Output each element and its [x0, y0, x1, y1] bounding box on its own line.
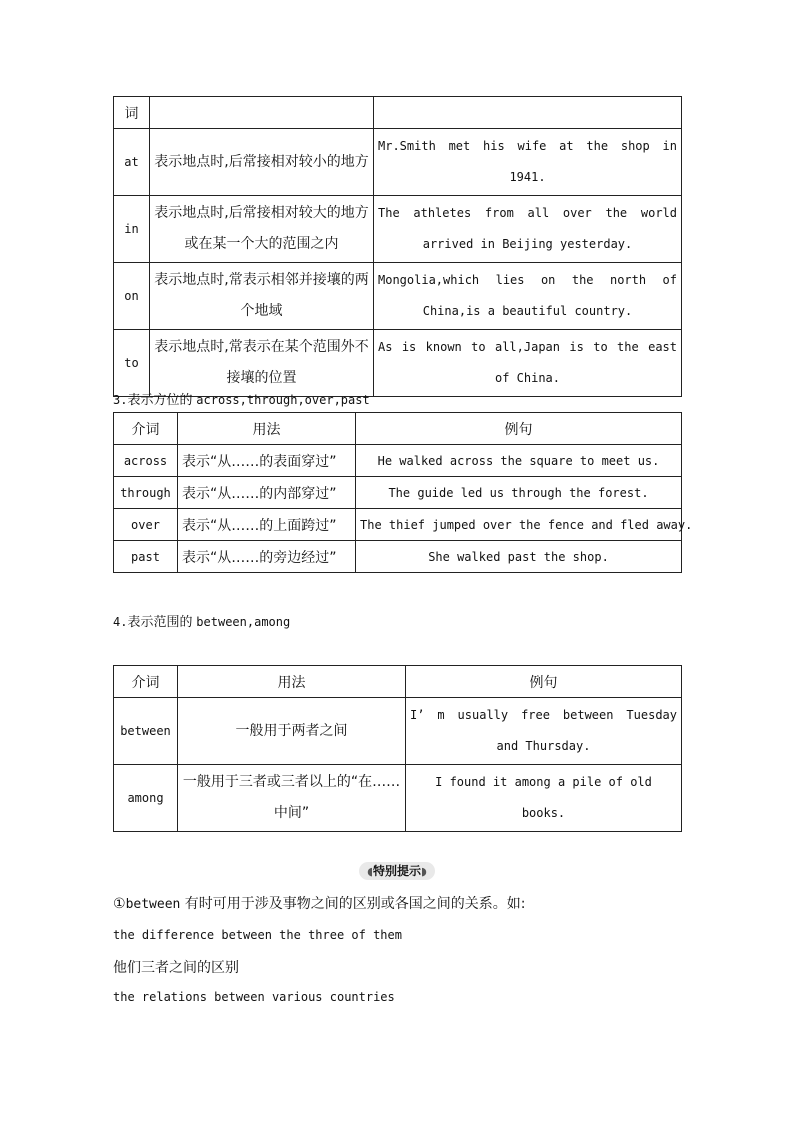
example-2-english: the relations between various countries — [113, 990, 395, 1004]
header-cell: 例句 — [406, 666, 682, 698]
preposition-cell: between — [114, 698, 178, 765]
table-row — [114, 765, 682, 832]
header-cell: 例句 — [356, 413, 682, 445]
table-row — [114, 330, 682, 397]
section-words: across,through,over,past — [196, 393, 370, 407]
example-cell: The thief jumped over the fence and fled away. — [356, 509, 682, 541]
header-cell — [374, 97, 682, 129]
preposition-cell: in — [114, 196, 150, 263]
circled-number-mark: ① — [113, 896, 126, 912]
table-header-row — [114, 97, 682, 129]
header-cell: 用法 — [178, 666, 406, 698]
example-1-chinese: 他们三者之间的区别 — [113, 960, 239, 976]
usage-cell: 表示“从……的旁边经过” — [178, 541, 356, 573]
usage-cell: 表示“从……的上面跨过” — [178, 509, 356, 541]
badge-left-cap: ◖ — [367, 865, 373, 878]
example-cell: Mr.Smith met his wife at the shop in 1941. — [374, 129, 682, 196]
example-cell: I’ m usually free between Tuesday and Thursday. — [406, 698, 682, 765]
table-row — [114, 541, 682, 573]
table-row — [114, 698, 682, 765]
preposition-cell: on — [114, 263, 150, 330]
preposition-cell: to — [114, 330, 150, 397]
table-row — [114, 129, 682, 196]
table-place-prepositions — [113, 96, 682, 397]
example-cell: I found it among a pile of old books. — [406, 765, 682, 832]
badge-label: 特别提示 — [372, 864, 421, 878]
preposition-cell: over — [114, 509, 178, 541]
tip-line-1 — [113, 893, 526, 913]
table-header-row — [114, 413, 682, 445]
usage-cell: 表示地点时,后常接相对较小的地方 — [150, 129, 374, 196]
table-row — [114, 263, 682, 330]
preposition-cell: across — [114, 445, 178, 477]
preposition-cell: through — [114, 477, 178, 509]
table-header-row — [114, 666, 682, 698]
usage-cell: 表示“从……的内部穿过” — [178, 477, 356, 509]
tip-explanation: 有时可用于涉及事物之间的区别或各国之间的关系。如: — [180, 896, 526, 912]
preposition-cell: past — [114, 541, 178, 573]
example-1-english: the difference between the three of them — [113, 928, 402, 942]
table-row — [114, 445, 682, 477]
usage-cell: 表示“从……的表面穿过” — [178, 445, 356, 477]
table-row — [114, 509, 682, 541]
table-range-prepositions — [113, 665, 682, 832]
preposition-cell: at — [114, 129, 150, 196]
badge-right-cap: ◗ — [421, 865, 427, 878]
usage-cell: 表示地点时,后常接相对较大的地方或在某一个大的范围之内 — [150, 196, 374, 263]
table-row — [114, 196, 682, 263]
usage-cell: 表示地点时,常表示在某个范围外不接壤的位置 — [150, 330, 374, 397]
example-cell: The guide led us through the forest. — [356, 477, 682, 509]
example-cell: He walked across the square to meet us. — [356, 445, 682, 477]
usage-cell: 表示地点时,常表示相邻并接壤的两个地域 — [150, 263, 374, 330]
table-row — [114, 477, 682, 509]
special-tip-badge — [359, 862, 435, 880]
section-title-zh: 表示范围的 — [127, 615, 193, 630]
header-cell — [150, 97, 374, 129]
usage-cell: 一般用于两者之间 — [178, 698, 406, 765]
section-number: 4. — [113, 615, 128, 629]
header-cell: 介词 — [114, 666, 178, 698]
usage-cell: 一般用于三者或三者以上的“在……中间” — [178, 765, 406, 832]
section-number: 3. — [113, 393, 128, 407]
section-4-heading — [113, 611, 290, 630]
header-cell: 用法 — [178, 413, 356, 445]
example-cell: She walked past the shop. — [356, 541, 682, 573]
section-title-zh: 表示方位的 — [127, 393, 193, 408]
section-3-heading — [113, 389, 370, 408]
example-cell: As is known to all,Japan is to the east of China. — [374, 330, 682, 397]
header-cell: 介词 — [114, 413, 178, 445]
example-cell: The athletes from all over the world arrived in Beijing yesterday. — [374, 196, 682, 263]
preposition-cell: among — [114, 765, 178, 832]
tip-keyword: between — [125, 897, 181, 912]
header-cell: 词 — [114, 97, 150, 129]
section-words: between,among — [196, 615, 291, 629]
example-cell: Mongolia,which lies on the north of China,is a beautiful country. — [374, 263, 682, 330]
table-direction-prepositions — [113, 412, 693, 573]
